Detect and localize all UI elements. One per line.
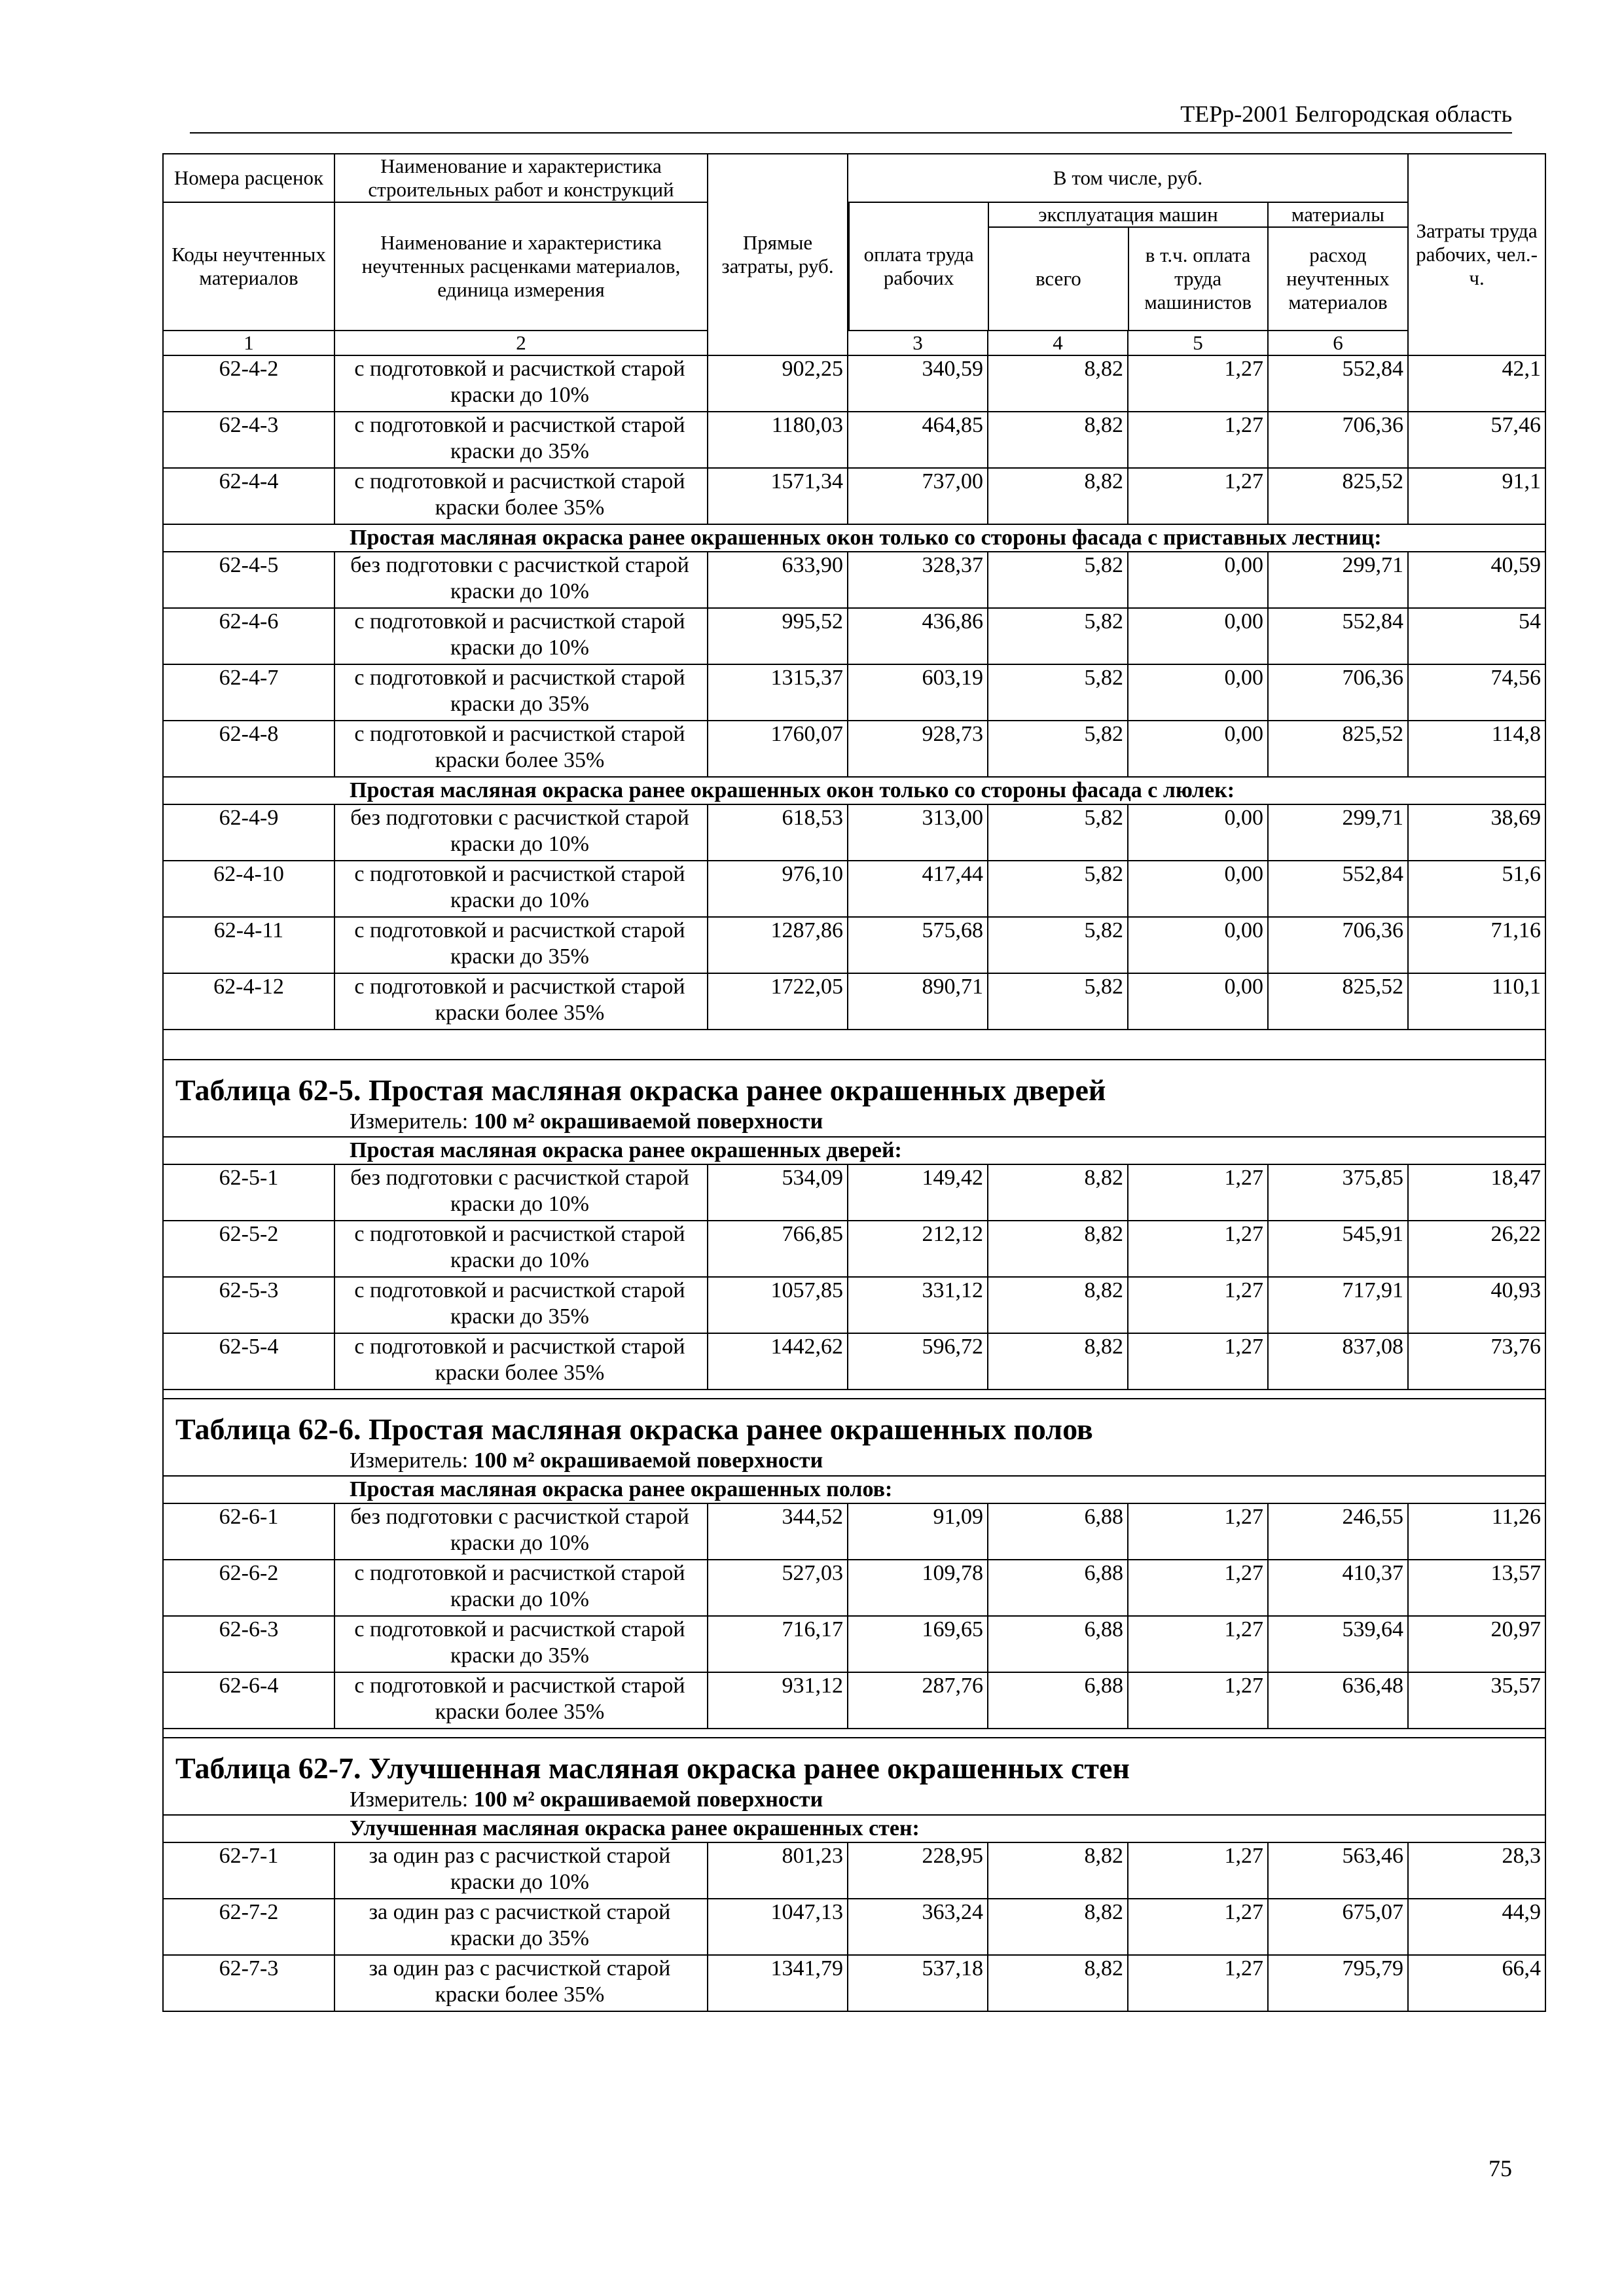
rate-code: 62-4-10 [163, 861, 334, 917]
table-row [163, 468, 1545, 524]
rate-description: за один раз с расчисткой старой краски до 35% [334, 1899, 708, 1955]
measure-value: 100 м² окрашиваемой поверхности [473, 1448, 823, 1473]
labor-hours: 73,76 [1408, 1333, 1545, 1390]
labor-hours: 20,97 [1408, 1616, 1545, 1672]
rate-code: 62-4-5 [163, 552, 334, 608]
operators-pay: 1,27 [1128, 1164, 1268, 1221]
header-row-1 [163, 154, 1545, 202]
col-num-4: 4 [988, 331, 1128, 355]
table-gap [163, 1729, 1545, 1738]
rate-description: за один раз с расчисткой старой краски более 35% [334, 1955, 708, 2011]
measure-row [163, 1107, 1545, 1137]
rate-code: 62-4-4 [163, 468, 334, 524]
table-gap [163, 1390, 1545, 1399]
materials-cost: 552,84 [1268, 608, 1408, 664]
direct-cost: 633,90 [708, 552, 848, 608]
table-row [163, 1164, 1545, 1221]
machines-operators-header: в т.ч. оплата труда машинистов [1128, 227, 1268, 330]
labor-hours: 71,16 [1408, 917, 1545, 973]
operators-pay: 0,00 [1128, 804, 1268, 861]
labor-hours: 40,93 [1408, 1277, 1545, 1333]
page-number: 75 [1489, 2155, 1512, 2181]
direct-cost-header: Прямые затраты, руб. [708, 154, 848, 355]
measure-label: Измеритель: [350, 1448, 474, 1473]
table-row [163, 861, 1545, 917]
labor-hours: 28,3 [1408, 1842, 1545, 1899]
direct-cost: 1287,86 [708, 917, 848, 973]
labor-hours: 54 [1408, 608, 1545, 664]
labor-hours: 35,57 [1408, 1672, 1545, 1729]
table-row [163, 1503, 1545, 1560]
direct-cost: 344,52 [708, 1503, 848, 1560]
materials-cost: 706,36 [1268, 664, 1408, 721]
rate-code: 62-7-1 [163, 1842, 334, 1899]
machines-total: 8,82 [988, 1277, 1128, 1333]
table-row [163, 1899, 1545, 1955]
measure-value: 100 м² окрашиваемой поверхности [473, 1787, 823, 1812]
section-heading: Улучшенная масляная окраска ранее окрашенных стен: [163, 1815, 1545, 1842]
materials-cost: 717,91 [1268, 1277, 1408, 1333]
labor-hours: 114,8 [1408, 721, 1545, 777]
table-row [163, 664, 1545, 721]
table-row [163, 1221, 1545, 1277]
labor-pay: 169,65 [848, 1616, 988, 1672]
direct-cost: 1047,13 [708, 1899, 848, 1955]
labor-pay-header: оплата труда рабочих [849, 203, 988, 330]
labor-pay: 363,24 [848, 1899, 988, 1955]
measure-unit [163, 1446, 1545, 1476]
labor-hours: 13,57 [1408, 1560, 1545, 1616]
table-gap-row [163, 1390, 1545, 1399]
operators-pay: 0,00 [1128, 608, 1268, 664]
materials-cost: 552,84 [1268, 861, 1408, 917]
table-row [163, 804, 1545, 861]
table-row [163, 412, 1545, 468]
materials-cost: 825,52 [1268, 721, 1408, 777]
machines-total: 6,88 [988, 1503, 1128, 1560]
rate-code: 62-4-12 [163, 973, 334, 1030]
machines-total: 6,88 [988, 1672, 1128, 1729]
rate-description: с подготовкой и расчисткой старой краски более 35% [334, 1672, 708, 1729]
measure-label: Измеритель: [350, 1109, 474, 1134]
rate-description: за один раз с расчисткой старой краски до 10% [334, 1842, 708, 1899]
machines-total: 5,82 [988, 721, 1128, 777]
section-heading-row [163, 524, 1545, 552]
machines-total: 8,82 [988, 355, 1128, 412]
rate-code: 62-6-4 [163, 1672, 334, 1729]
machines-total-header: всего [988, 227, 1128, 330]
labor-hours: 57,46 [1408, 412, 1545, 468]
rate-description: с подготовкой и расчисткой старой краски до 35% [334, 412, 708, 468]
materials-cost: 795,79 [1268, 1955, 1408, 2011]
table-row [163, 1616, 1545, 1672]
rate-description: с подготовкой и расчисткой старой краски до 10% [334, 1560, 708, 1616]
section-heading-row [163, 1815, 1545, 1842]
direct-cost: 1442,62 [708, 1333, 848, 1390]
labor-pay: 149,42 [848, 1164, 988, 1221]
materials-cost: 375,85 [1268, 1164, 1408, 1221]
rate-code: 62-7-2 [163, 1899, 334, 1955]
rate-description: с подготовкой и расчисткой старой краски до 10% [334, 861, 708, 917]
table-title-row [163, 1399, 1545, 1446]
operators-pay: 1,27 [1128, 412, 1268, 468]
table-gap-row [163, 1729, 1545, 1738]
machines-total: 6,88 [988, 1616, 1128, 1672]
machines-total: 8,82 [988, 1899, 1128, 1955]
machines-total: 5,82 [988, 552, 1128, 608]
materials-cost: 410,37 [1268, 1560, 1408, 1616]
rate-code: 62-5-2 [163, 1221, 334, 1277]
rate-code: 62-4-2 [163, 355, 334, 412]
rate-description: без подготовки с расчисткой старой краски до 10% [334, 1503, 708, 1560]
materials-cost: 246,55 [1268, 1503, 1408, 1560]
labor-hours: 44,9 [1408, 1899, 1545, 1955]
operators-pay: 0,00 [1128, 861, 1268, 917]
machines-total: 5,82 [988, 664, 1128, 721]
direct-cost: 618,53 [708, 804, 848, 861]
machines-total: 8,82 [988, 1955, 1128, 2011]
rate-code: 62-6-2 [163, 1560, 334, 1616]
table-title: Таблица 62-7. Улучшенная масляная окраска ранее окрашенных стен [163, 1738, 1545, 1785]
table-title-row [163, 1738, 1545, 1785]
operators-pay: 1,27 [1128, 1503, 1268, 1560]
rate-description: с подготовкой и расчисткой старой краски до 35% [334, 917, 708, 973]
labor-pay: 331,12 [848, 1277, 988, 1333]
rate-description: с подготовкой и расчисткой старой краски до 10% [334, 1221, 708, 1277]
labor-pay: 596,72 [848, 1333, 988, 1390]
labor-hours: 42,1 [1408, 355, 1545, 412]
direct-cost: 801,23 [708, 1842, 848, 1899]
section-heading-row [163, 1137, 1545, 1164]
section-heading-row [163, 777, 1545, 804]
section-heading: Простая масляная окраска ранее окрашенных окон только со стороны фасада с приставных лестниц: [163, 524, 1545, 552]
materials-cost: 825,52 [1268, 973, 1408, 1030]
materials-cost: 837,08 [1268, 1333, 1408, 1390]
rate-description: с подготовкой и расчисткой старой краски до 35% [334, 1616, 708, 1672]
rate-description: с подготовкой и расчисткой старой краски более 35% [334, 468, 708, 524]
labor-hours: 110,1 [1408, 973, 1545, 1030]
machines-total: 5,82 [988, 973, 1128, 1030]
direct-cost: 716,17 [708, 1616, 848, 1672]
machines-total: 5,82 [988, 861, 1128, 917]
labor-pay: 890,71 [848, 973, 988, 1030]
direct-cost: 766,85 [708, 1221, 848, 1277]
rate-description: с подготовкой и расчисткой старой краски до 35% [334, 664, 708, 721]
rate-description: с подготовкой и расчисткой старой краски до 10% [334, 355, 708, 412]
col1-top-header: Номера расценок [163, 154, 334, 202]
labor-hours: 40,59 [1408, 552, 1545, 608]
page-header: ТЕРр-2001 Белгородская область [190, 98, 1512, 134]
operators-pay: 1,27 [1128, 355, 1268, 412]
col-num-6: 6 [1268, 331, 1408, 355]
table-row [163, 973, 1545, 1030]
labor-hours: 91,1 [1408, 468, 1545, 524]
labor-hours: 51,6 [1408, 861, 1545, 917]
table-row [163, 917, 1545, 973]
machines-total: 8,82 [988, 1333, 1128, 1390]
labor-hours: 18,47 [1408, 1164, 1545, 1221]
table-row [163, 1560, 1545, 1616]
labor-hours: 38,69 [1408, 804, 1545, 861]
materials-cost: 563,46 [1268, 1842, 1408, 1899]
labor-pay: 417,44 [848, 861, 988, 917]
rate-code: 62-4-11 [163, 917, 334, 973]
labor-pay: 537,18 [848, 1955, 988, 2011]
labor-pay: 436,86 [848, 608, 988, 664]
table-row [163, 1277, 1545, 1333]
materials-cost: 552,84 [1268, 355, 1408, 412]
table-row [163, 1842, 1545, 1899]
rate-code: 62-4-9 [163, 804, 334, 861]
machines-total: 5,82 [988, 804, 1128, 861]
operators-pay: 0,00 [1128, 917, 1268, 973]
table-row [163, 608, 1545, 664]
labor-pay: 464,85 [848, 412, 988, 468]
operators-pay: 1,27 [1128, 468, 1268, 524]
subheader-block [848, 202, 1408, 331]
labor-hours: 74,56 [1408, 664, 1545, 721]
direct-cost: 1315,37 [708, 664, 848, 721]
rate-description: без подготовки с расчисткой старой краски до 10% [334, 552, 708, 608]
machines-total: 5,82 [988, 608, 1128, 664]
rate-description: с подготовкой и расчисткой старой краски более 35% [334, 1333, 708, 1390]
table-row [163, 1955, 1545, 2011]
direct-cost: 931,12 [708, 1672, 848, 1729]
rate-description: с подготовкой и расчисткой старой краски более 35% [334, 973, 708, 1030]
rate-description: с подготовкой и расчисткой старой краски до 10% [334, 608, 708, 664]
table-row [163, 355, 1545, 412]
col-num-3: 3 [848, 331, 988, 355]
labor-pay: 575,68 [848, 917, 988, 973]
machines-total: 8,82 [988, 1164, 1128, 1221]
section-heading: Простая масляная окраска ранее окрашенных дверей: [163, 1137, 1545, 1164]
table-title: Таблица 62-5. Простая масляная окраска ранее окрашенных дверей [163, 1060, 1545, 1107]
rate-description: без подготовки с расчисткой старой краски до 10% [334, 804, 708, 861]
direct-cost: 1057,85 [708, 1277, 848, 1333]
direct-cost: 1722,05 [708, 973, 848, 1030]
materials-unaccounted-header: расход неучтенных материалов [1268, 227, 1407, 330]
rate-code: 62-5-4 [163, 1333, 334, 1390]
machines-total: 8,82 [988, 1842, 1128, 1899]
rate-description: без подготовки с расчисткой старой краски до 10% [334, 1164, 708, 1221]
labor-hours: 66,4 [1408, 1955, 1545, 2011]
direct-cost: 1341,79 [708, 1955, 848, 2011]
table-row [163, 721, 1545, 777]
including-header: В том числе, руб. [848, 154, 1408, 202]
labor-cost-header: Затраты труда рабочих, чел.-ч. [1408, 154, 1545, 355]
col2-top-header: Наименование и характеристика строительных работ и конструкций [334, 154, 708, 202]
measure-row [163, 1785, 1545, 1815]
labor-pay: 109,78 [848, 1560, 988, 1616]
materials-cost: 299,71 [1268, 552, 1408, 608]
operators-pay: 1,27 [1128, 1333, 1268, 1390]
machines-header: эксплуатация машин [988, 203, 1268, 227]
direct-cost: 527,03 [708, 1560, 848, 1616]
labor-pay: 91,09 [848, 1503, 988, 1560]
operators-pay: 1,27 [1128, 1955, 1268, 2011]
table-gap [163, 1030, 1545, 1060]
materials-cost: 706,36 [1268, 412, 1408, 468]
measure-label: Измеритель: [350, 1787, 474, 1812]
header-row-3 [163, 202, 1545, 331]
direct-cost: 995,52 [708, 608, 848, 664]
rate-code: 62-7-3 [163, 1955, 334, 2011]
measure-value: 100 м² окрашиваемой поверхности [473, 1109, 823, 1134]
labor-pay: 737,00 [848, 468, 988, 524]
col-num-1: 1 [163, 331, 334, 355]
rate-code: 62-4-6 [163, 608, 334, 664]
direct-cost: 976,10 [708, 861, 848, 917]
operators-pay: 1,27 [1128, 1221, 1268, 1277]
operators-pay: 1,27 [1128, 1616, 1268, 1672]
machines-total: 8,82 [988, 412, 1128, 468]
materials-cost: 539,64 [1268, 1616, 1408, 1672]
rate-code: 62-4-7 [163, 664, 334, 721]
rate-code: 62-5-3 [163, 1277, 334, 1333]
operators-pay: 1,27 [1128, 1672, 1268, 1729]
operators-pay: 0,00 [1128, 664, 1268, 721]
labor-pay: 603,19 [848, 664, 988, 721]
operators-pay: 0,00 [1128, 552, 1268, 608]
rate-code: 62-5-1 [163, 1164, 334, 1221]
labor-pay: 928,73 [848, 721, 988, 777]
machines-total: 6,88 [988, 1560, 1128, 1616]
direct-cost: 902,25 [708, 355, 848, 412]
rates-table [162, 153, 1546, 2012]
materials-cost: 636,48 [1268, 1672, 1408, 1729]
col-num-5: 5 [1128, 331, 1268, 355]
direct-cost: 1180,03 [708, 412, 848, 468]
labor-hours: 26,22 [1408, 1221, 1545, 1277]
direct-cost: 1571,34 [708, 468, 848, 524]
labor-hours: 11,26 [1408, 1503, 1545, 1560]
machines-total: 5,82 [988, 917, 1128, 973]
table-row [163, 1672, 1545, 1729]
materials-header: материалы [1268, 203, 1407, 227]
table-title: Таблица 62-6. Простая масляная окраска ранее окрашенных полов [163, 1399, 1545, 1446]
measure-unit [163, 1785, 1545, 1815]
measure-unit [163, 1107, 1545, 1137]
labor-pay: 328,37 [848, 552, 988, 608]
materials-cost: 825,52 [1268, 468, 1408, 524]
direct-cost: 534,09 [708, 1164, 848, 1221]
section-heading: Простая масляная окраска ранее окрашенных окон только со стороны фасада с люлек: [163, 777, 1545, 804]
operators-pay: 1,27 [1128, 1842, 1268, 1899]
rate-code: 62-6-1 [163, 1503, 334, 1560]
materials-cost: 299,71 [1268, 804, 1408, 861]
table-row [163, 1333, 1545, 1390]
col-num-2: 2 [334, 331, 708, 355]
labor-pay: 212,12 [848, 1221, 988, 1277]
direct-cost: 1760,07 [708, 721, 848, 777]
labor-pay: 228,95 [848, 1842, 988, 1899]
measure-row [163, 1446, 1545, 1476]
operators-pay: 1,27 [1128, 1277, 1268, 1333]
operators-pay: 0,00 [1128, 973, 1268, 1030]
rate-code: 62-4-3 [163, 412, 334, 468]
col1-bottom-header: Коды неучтенных материалов [163, 202, 334, 331]
col2-bottom-header: Наименование и характеристика неучтенных расценками материалов, единица измерения [334, 202, 708, 331]
labor-pay: 287,76 [848, 1672, 988, 1729]
table-gap-row [163, 1030, 1545, 1060]
rate-description: с подготовкой и расчисткой старой краски более 35% [334, 721, 708, 777]
rate-code: 62-4-8 [163, 721, 334, 777]
section-heading: Простая масляная окраска ранее окрашенных полов: [163, 1476, 1545, 1503]
rate-code: 62-6-3 [163, 1616, 334, 1672]
materials-cost: 706,36 [1268, 917, 1408, 973]
section-heading-row [163, 1476, 1545, 1503]
operators-pay: 1,27 [1128, 1899, 1268, 1955]
machines-total: 8,82 [988, 1221, 1128, 1277]
materials-cost: 675,07 [1268, 1899, 1408, 1955]
materials-cost: 545,91 [1268, 1221, 1408, 1277]
table-title-row [163, 1060, 1545, 1107]
operators-pay: 1,27 [1128, 1560, 1268, 1616]
machines-total: 8,82 [988, 468, 1128, 524]
labor-pay: 340,59 [848, 355, 988, 412]
column-numbers-row [163, 331, 1545, 355]
table-row [163, 552, 1545, 608]
operators-pay: 0,00 [1128, 721, 1268, 777]
rate-description: с подготовкой и расчисткой старой краски до 35% [334, 1277, 708, 1333]
labor-pay: 313,00 [848, 804, 988, 861]
